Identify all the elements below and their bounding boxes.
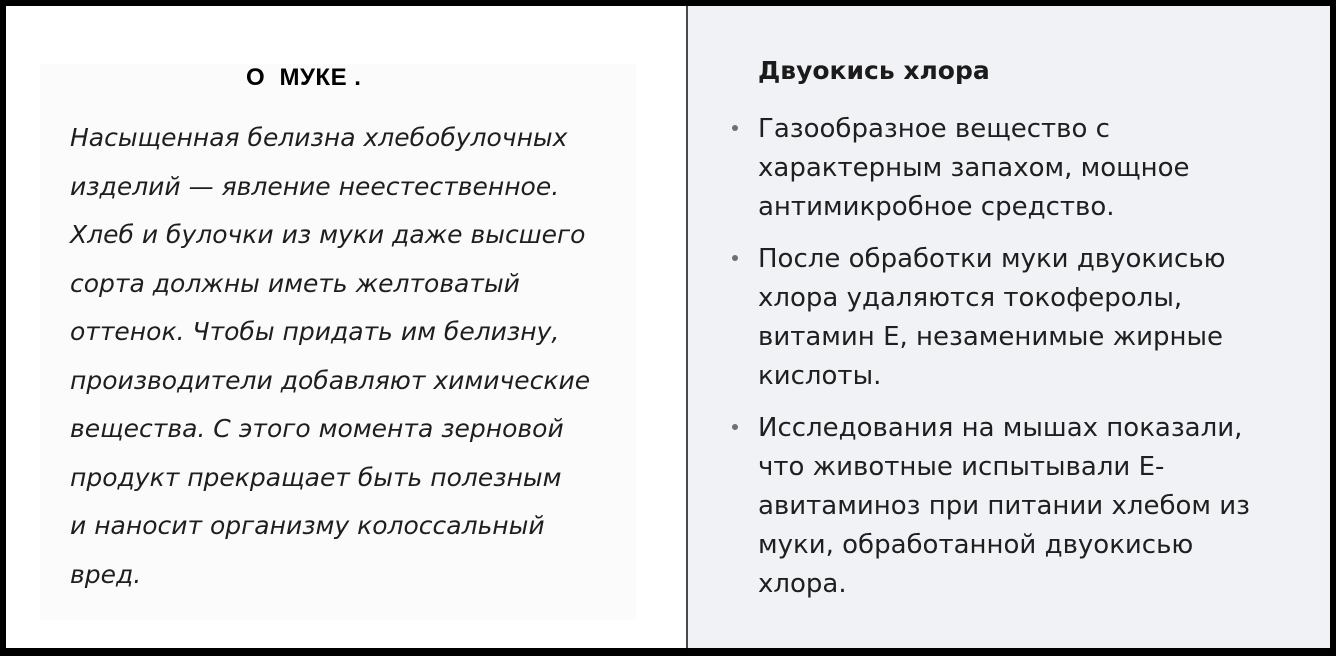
list-item-line: После обработки муки двуокисью bbox=[758, 244, 1226, 274]
list-item-line: антимикробное средство. bbox=[758, 192, 1115, 222]
list-item-line: что животные испытывали Е- bbox=[758, 452, 1165, 482]
bullet-dot-icon bbox=[732, 125, 738, 131]
list-item-text bbox=[758, 240, 1312, 396]
article-line: вещества. С этого момента зерновой bbox=[70, 414, 564, 443]
list-item-line: витамин Е, незаменимые жирные bbox=[758, 322, 1224, 352]
bullet-dot-icon bbox=[732, 255, 738, 261]
list-item-line: кислоты. bbox=[758, 361, 882, 391]
article-line: и наносит организму колоссальный bbox=[70, 511, 545, 540]
article-line: вред. bbox=[70, 559, 142, 589]
list-item bbox=[732, 409, 1312, 604]
fact-list bbox=[732, 110, 1312, 617]
list-item-line: Газообразное вещество с bbox=[758, 114, 1110, 144]
list-item-text bbox=[758, 110, 1312, 227]
article-line: производители добавляют химические bbox=[70, 365, 591, 395]
article-body bbox=[70, 114, 650, 599]
section-title: Двуокись хлора bbox=[758, 56, 990, 85]
article-line: изделий — явление неестественное. bbox=[70, 171, 560, 201]
article-line: продукт прекращает быть полезным bbox=[70, 462, 562, 492]
list-item-line: муки, обработанной двуокисью bbox=[758, 530, 1194, 560]
list-item-line: хлора. bbox=[758, 569, 847, 599]
list-item-line: характерным запахом, мощное bbox=[758, 153, 1190, 183]
flour-article-panel bbox=[6, 6, 686, 648]
list-item bbox=[732, 240, 1312, 396]
chlorine-dioxide-panel bbox=[688, 6, 1330, 648]
list-item bbox=[732, 110, 1312, 227]
list-item-line: авитаминоз при питании хлебом из bbox=[758, 491, 1250, 521]
list-item-text bbox=[758, 409, 1312, 604]
list-item-line: хлора удаляются токоферолы, bbox=[758, 283, 1183, 313]
bullet-dot-icon bbox=[732, 424, 738, 430]
list-item-line: Исследования на мышах показали, bbox=[758, 413, 1243, 443]
article-line: Насыщенная белизна хлебобулочных bbox=[70, 123, 568, 152]
article-line: сорта должны иметь желтоватый bbox=[70, 268, 520, 298]
article-line: оттенок. Чтобы придать им белизну, bbox=[70, 317, 560, 346]
article-line: Хлеб и булочки из муки даже высшего bbox=[70, 220, 586, 249]
article-title: О МУКЕ . bbox=[246, 64, 362, 91]
